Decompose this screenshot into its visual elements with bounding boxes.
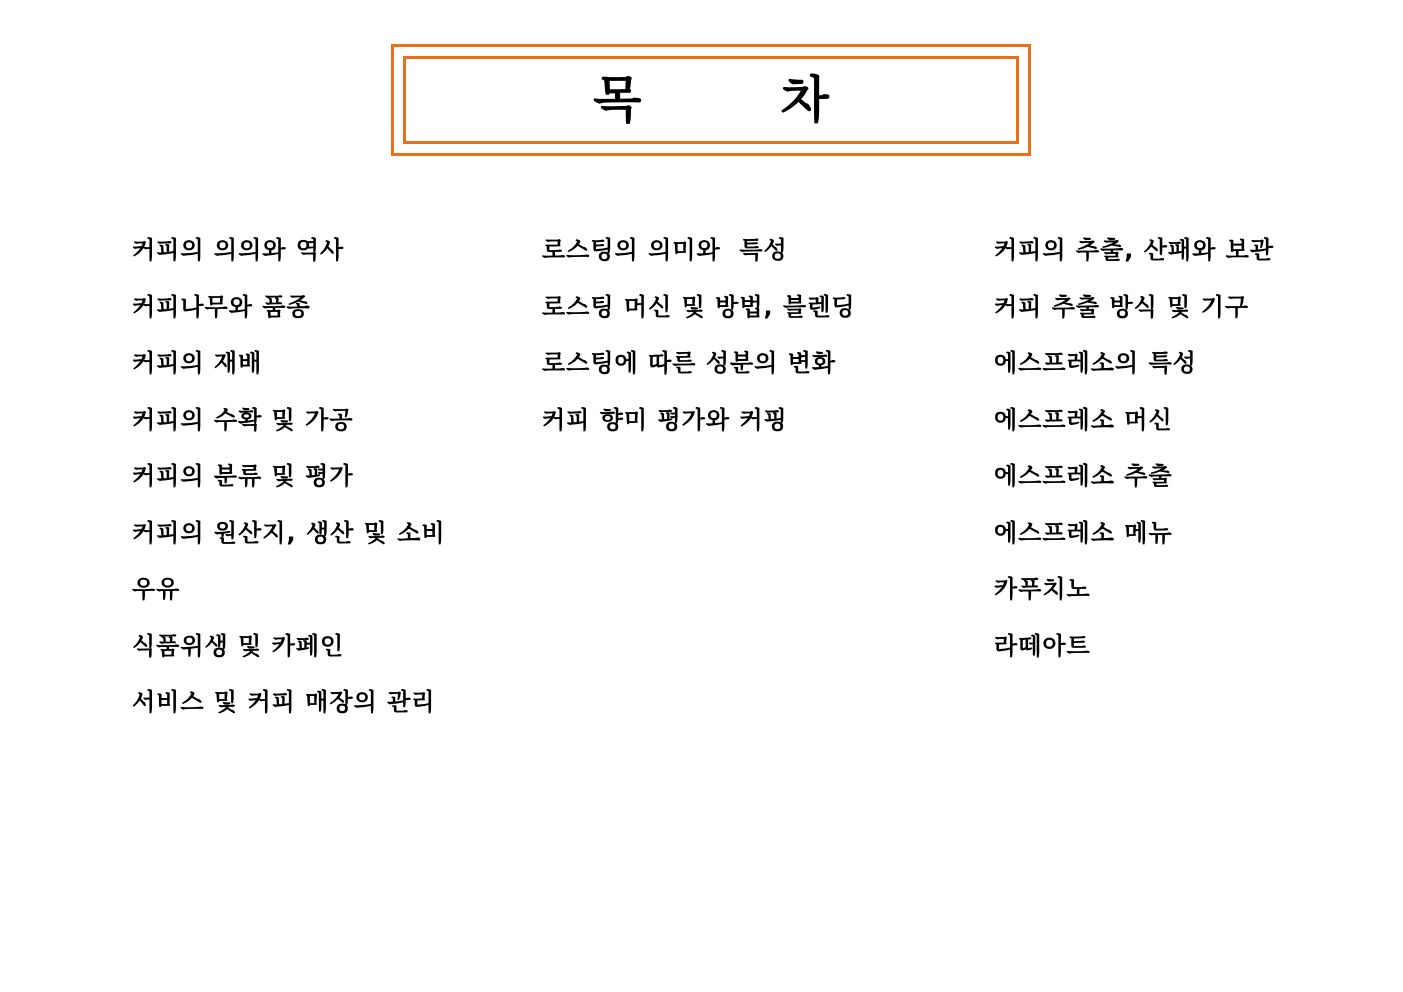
toc-item: 커피의 의의와 역사 [132, 236, 345, 264]
toc-item: 커피 추출 방식 및 기구 [994, 292, 1250, 321]
toc-item: 커피나무와 품종 [132, 292, 311, 321]
toc-item: 커피의 분류 및 평가 [132, 462, 354, 490]
toc-item: 커피의 재배 [132, 349, 263, 377]
toc-item: 식품위생 및 카페인 [132, 631, 345, 660]
toc-item: 로스팅에 따른 성분의 변화 [542, 349, 837, 377]
toc-item: 커피의 원산지, 생산 및 소비 [132, 518, 446, 547]
toc-item: 로스팅 머신 및 방법, 블렌딩 [542, 292, 856, 321]
toc-column-2 [542, 230, 856, 456]
page-title: 목 차 [593, 71, 829, 129]
title-box-inner [403, 56, 1019, 144]
toc-column-1 [132, 230, 446, 739]
toc-item: 에스프레소의 특성 [994, 349, 1197, 377]
toc-item: 라떼아트 [994, 631, 1091, 660]
toc-item: 커피 향미 평가와 커핑 [542, 405, 788, 434]
toc-item: 카푸치노 [994, 575, 1091, 603]
toc-item: 로스팅의 의미와 특성 [542, 236, 788, 264]
toc-item: 에스프레소 머신 [994, 405, 1173, 434]
toc-item: 에스프레소 메뉴 [994, 518, 1173, 547]
toc-item: 커피의 수확 및 가공 [132, 405, 354, 434]
toc-column-3 [994, 230, 1274, 682]
toc-item: 서비스 및 커피 매장의 관리 [132, 688, 436, 716]
toc-item: 커피의 추출, 산패와 보관 [994, 236, 1275, 264]
title-box [391, 44, 1031, 156]
toc-item: 우유 [132, 575, 181, 603]
toc-item: 에스프레소 추출 [994, 462, 1173, 490]
